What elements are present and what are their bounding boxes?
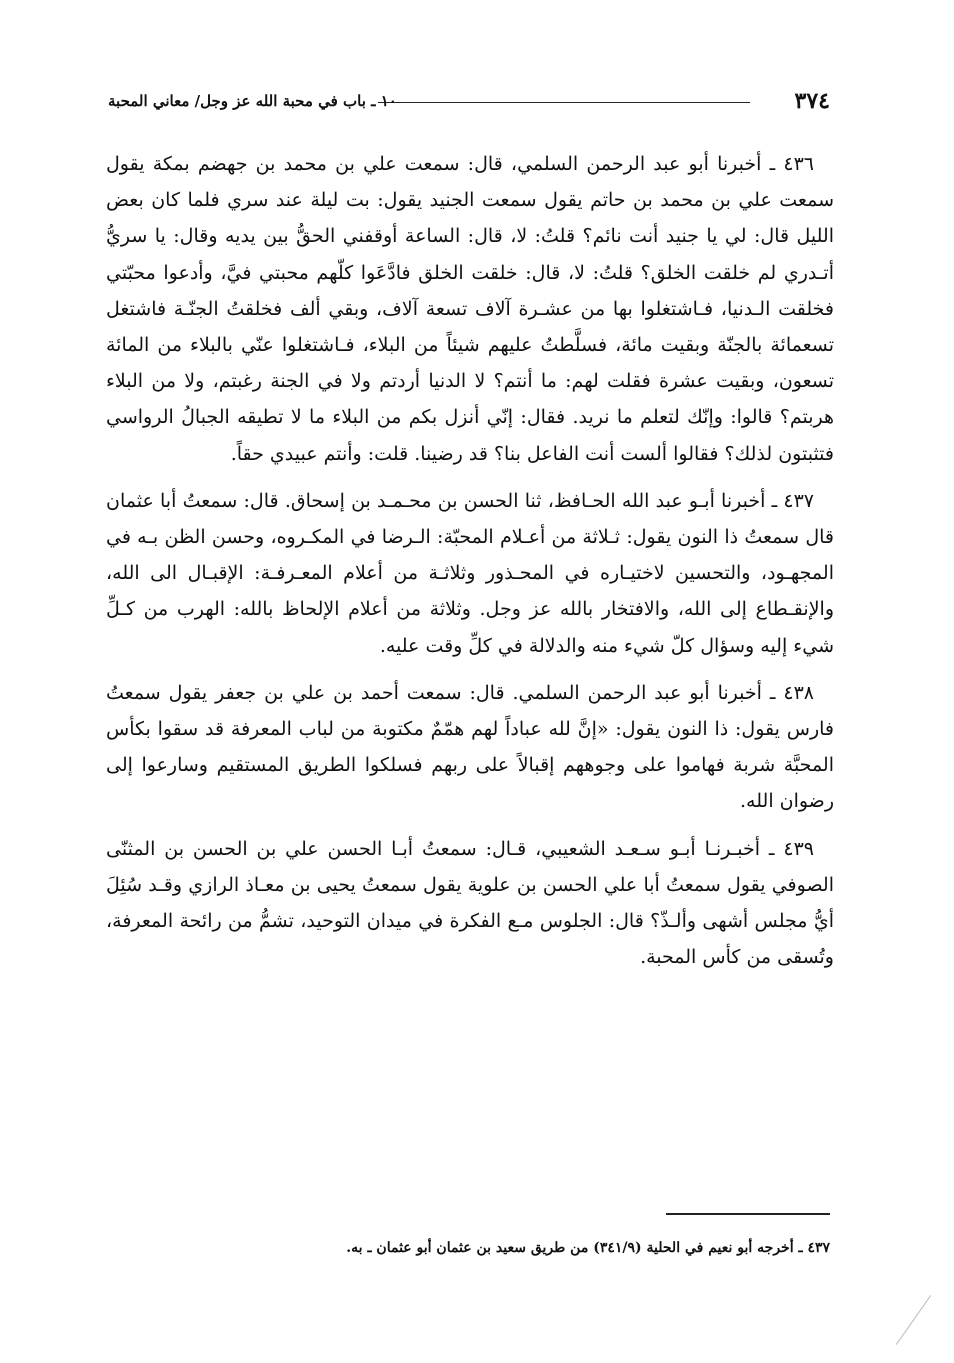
paragraph-436: ٤٣٦ ـ أخبرنا أبو عبد الرحمن السلمي، قال: سمعت علي بن محمد بن جهضم بمكة يقول سمعت علي بن محمد بن حاتم يقول سمعت الجنيد يقول: بت ليلة عند سري فلما كان بعض الليل قال: لي يا جنيد أنت نائم؟ قلتُ: لا، قال: الساعة أوقفني الحقُّ بين يديه وقال: يا سريُّ أتـدري لم خلقت الخلق؟ قلتُ: لا، قال: خلقت الخلق فادَّعَوا كلّهم محبتي فيَّ، وأدعوا محبّتي فخلقت الـدنيا، فـاشتغلوا بها من عشـرة آلاف تسعة آلاف، وبقي ألف فخلقتُ الجنّـة فاشتغل تسعمائة بالجنّة وبقيت مائة، فسلَّطتُ عليهم شيئاً من البلاء، فـاشتغلوا عنّي بالبلاء من المائة تسعون، وبقيت عشرة فقلت لهم: ما أنتم؟ لا الدنيا أردتم ولا في الجنة رغبتم، ولا من البلاء هربتم؟ قالوا: وإنّك لتعلم ما نريد. فقال: إنّي أنزل بكم من البلاء ما لا تطيقه الجبالُ الرواسي فتثبتون لذلك؟ فقالوا ألست أنت الفاعل بنا؟ قد رضينا. قلت: وأنتم عبيدي حقاً. (106, 153, 834, 465)
scan-mark (896, 1295, 931, 1345)
page-header (108, 86, 830, 116)
footnote-separator (666, 1213, 830, 1215)
main-text (106, 146, 834, 986)
footnote: ٤٣٧ ـ أخرجه أبو نعيم في الحلية (٣٤١/٩) من طريق سعيد بن عثمان أبو عثمان ـ به. (346, 1240, 830, 1256)
paragraph-439: ٤٣٩ ـ أخبـرنـا أبـو سـعـد الشعيبي، قـال: سمعتُ أبـا الحسن علي بن الحسن بن المثنّى الصوفي يقول سمعتُ أبا علي الحسن بن علوية يقول سمعتُ يحيى بن معـاذ الرازي وقـد سُئِلَ أيُّ مجلس أشهى وألـذّ؟ قال: الجلوس مـع الفكرة في ميدان التوحيد، تشمُّ من رائحة المعرفة، وتُسقى من كأس المحبة. (106, 837, 834, 969)
paragraph-437: ٤٣٧ ـ أخبرنا أبـو عبد الله الحـافظ، ثنا الحسن بن محـمـد بن إسحاق. قال: سمعتُ أبا عثمان قال سمعتُ ذا النون يقول: ثـلاثة من أعـلام المحبّة: الـرضا في المكـروه، وحسن الظن بـه في المجهـود، والتحسين لاختيـاره في المحـذور وثلاثـة من أعلام المعـرفـة: الإقبـال الى الله، والإنقـطاع إلى الله، والافتخار بالله عز وجل. وثلاثة من أعلام الإلحاظ بالله: الهرب من كـلِّ شيء إليه وسؤال كلّ شيء منه والدلالة في كلِّ وقت عليه. (106, 489, 834, 657)
page-number: ٣٧٤ (794, 88, 830, 114)
header-rule (378, 102, 750, 103)
paragraph-438: ٤٣٨ ـ أخبرنا أبو عبد الرحمن السلمي. قال: سمعت أحمد بن علي بن جعفر يقول سمعتُ فارس يقول: ذا النون يقول: «إنَّ لله عباداً لهم همّمٌ مكتوبة من لباب المعرفة قد سقوا بكأس المحبَّة شربة فهاموا على وجوههم إقبالاً على ربهم فسلكوا الطريق المستقيم وسارعوا إلى رضوان الله. (106, 681, 834, 813)
running-title: ١٠ ـ باب في محبة الله عز وجل/ معاني المحبة (108, 92, 397, 110)
